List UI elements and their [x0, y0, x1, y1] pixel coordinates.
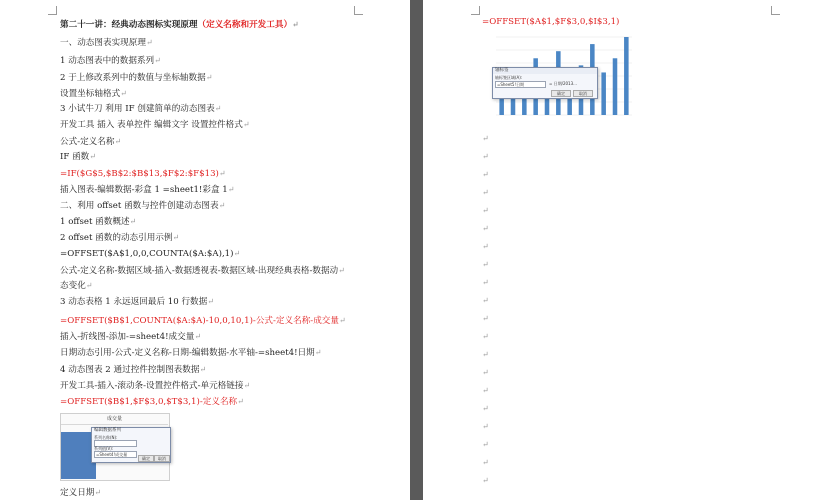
- chart-header: 成交量: [61, 414, 168, 425]
- text-line: [60, 397, 244, 407]
- text-line: [60, 332, 201, 342]
- text-line: [60, 56, 161, 66]
- dialog-title: 编辑数据系列: [94, 428, 121, 433]
- text-line-content: 公式-定义名称: [60, 137, 115, 147]
- text-line-content: 日期动态引用-公式-定义名称-日期-编辑数据-水平轴-=sheet4!日期: [60, 348, 315, 358]
- embedded-chart-screenshot: [482, 31, 638, 125]
- paragraph-mark: ↵: [145, 38, 153, 47]
- text-line-content: 2 于上修改系列中的数值与坐标轴数据: [60, 73, 206, 83]
- embedded-screenshot: [60, 413, 170, 481]
- paragraph-mark: ↵: [482, 260, 489, 269]
- text-line-content: 4 动态图表 2 通过控件控制图表数据: [60, 365, 200, 375]
- text-line-content: 二、利用 offset 函数与控件创建动态图表: [60, 201, 219, 211]
- edit-series-dialog: [91, 427, 171, 463]
- paragraph-mark: ↵: [482, 314, 489, 323]
- page-gap: [410, 0, 423, 500]
- crop-mark: [771, 6, 780, 15]
- text-line: [60, 249, 240, 259]
- text-line: [60, 297, 214, 307]
- text-line-content: IF 函数: [60, 152, 90, 162]
- paragraph-mark: ↵: [242, 120, 250, 129]
- series-values-input[interactable]: =Sheet4!成交量: [94, 451, 137, 458]
- crop-mark: [354, 6, 363, 15]
- bar: [624, 37, 629, 115]
- crop-mark: [471, 6, 480, 15]
- text-line: [60, 217, 136, 227]
- text-line: [60, 152, 96, 162]
- paragraph-mark: ↵: [482, 386, 489, 395]
- dialog-title: 轴标签: [493, 68, 597, 74]
- paragraph-mark: ↵: [482, 476, 489, 485]
- text-line: [60, 89, 127, 99]
- axis-range-hint: = 日期/2013...: [549, 81, 577, 86]
- paragraph-mark: ↵: [482, 368, 489, 377]
- paragraph-mark: ↵: [482, 134, 489, 143]
- paragraph-mark: ↵: [114, 137, 122, 146]
- text-line-content: =OFFSET($B$1,$F$3,0,$T$3,1)-定义名称: [60, 397, 238, 407]
- paragraph-mark: ↵: [482, 242, 489, 251]
- paragraph-mark: ↵: [89, 152, 96, 161]
- ok-button[interactable]: 确定: [551, 90, 571, 97]
- paragraph-mark: ↵: [482, 458, 489, 467]
- text-line-content: 2 offset 函数的动态引用示例: [60, 233, 173, 243]
- text-line: [60, 365, 206, 375]
- cancel-button[interactable]: 取消: [573, 90, 593, 97]
- cancel-button[interactable]: 取消: [154, 455, 170, 462]
- paragraph-mark: ↵: [243, 381, 251, 390]
- series-name-label: 系列名称(N):: [94, 435, 118, 440]
- text-line-content: 1 动态图表中的数据系列: [60, 56, 155, 66]
- paragraph-mark: ↵: [482, 278, 489, 287]
- paragraph-mark: ↵: [482, 350, 489, 359]
- paragraph-mark: ↵: [482, 332, 489, 341]
- paragraph-mark: ↵: [85, 281, 93, 290]
- paragraph-mark: ↵: [237, 397, 244, 406]
- paragraph-mark: ↵: [338, 266, 345, 275]
- paragraph-mark: ↵: [194, 332, 202, 341]
- text-line-content: 态变化: [60, 281, 86, 291]
- text-line: [60, 281, 93, 291]
- text-line-content: 插入图表-编辑数据-彩盒 1 =sheet1!彩盒 1: [60, 185, 228, 195]
- paragraph-mark: ↵: [482, 188, 489, 197]
- text-line-content: 公式-定义名称-数据区域-插入-数据透视表-数据区域-出现经典表格-数据动: [60, 266, 339, 276]
- bar: [601, 72, 606, 115]
- text-line: [60, 104, 221, 114]
- paragraph-mark: ↵: [205, 73, 213, 82]
- paragraph-mark: ↵: [199, 365, 207, 374]
- text-line: [60, 488, 101, 498]
- ok-button[interactable]: 确定: [138, 455, 154, 462]
- text-line-content: 第二十一讲：经典动态图标实现原理: [60, 20, 198, 30]
- paragraph-mark: ↵: [482, 296, 489, 305]
- paragraph-mark: ↵: [207, 297, 214, 306]
- paragraph-mark: ↵: [233, 249, 241, 258]
- paragraph-mark: ↵: [120, 89, 127, 98]
- axis-range-label: 轴标签区域(A):: [495, 75, 523, 80]
- paragraph-mark: ↵: [482, 440, 489, 449]
- paragraph-mark: ↵: [227, 185, 235, 194]
- paragraph-mark: ↵: [482, 152, 489, 161]
- text-line-content: 一、动态图表实现原理: [60, 38, 146, 48]
- right-formula: =OFFSET($A$1,$F$3,0,$I$3,1): [482, 17, 620, 27]
- text-line-content: =IF($G$5,$B$2:$B$13,$F$2:$F$13): [60, 169, 219, 179]
- text-line: [60, 19, 299, 30]
- paragraph-mark: ↵: [292, 19, 299, 29]
- text-line-content: 开发工具-插入-滚动条-设置控件格式-单元格链接: [60, 381, 244, 391]
- text-line: [60, 120, 250, 130]
- axis-range-input[interactable]: =Sheet5!日期: [495, 81, 546, 88]
- text-line: [60, 316, 346, 326]
- axis-label-dialog: [492, 67, 598, 99]
- text-line: [60, 201, 225, 211]
- paragraph-mark: ↵: [154, 56, 161, 65]
- text-line: [60, 169, 226, 179]
- text-line: [60, 381, 250, 391]
- paragraph-mark: ↵: [129, 217, 137, 226]
- series-values-label: 系列值(V):: [94, 446, 114, 451]
- text-line: [60, 233, 179, 243]
- paragraph-mark: ↵: [482, 206, 489, 215]
- text-line-content: 3 小试牛刀 利用 IF 创建简单的动态图表: [60, 104, 215, 114]
- bar: [613, 58, 618, 115]
- paragraph-mark: ↵: [482, 170, 489, 179]
- text-line-content: 插入-折线图-添加-=sheet4!成交量: [60, 332, 195, 342]
- text-line-content: 开发工具 插入 表单控件 编辑文字 设置控件格式: [60, 120, 243, 130]
- text-line-content: 设置坐标轴格式: [60, 89, 121, 99]
- text-line: [60, 266, 345, 276]
- title-emphasis: （定义名称和开发工具）: [197, 20, 293, 30]
- paragraph-mark: ↵: [94, 488, 102, 497]
- paragraph-mark: ↵: [482, 224, 489, 233]
- text-line: [60, 348, 321, 358]
- text-line: [60, 137, 121, 147]
- text-line-content: 1 offset 函数概述: [60, 217, 130, 227]
- text-line: [60, 38, 153, 48]
- text-line-content: =OFFSET($B$1,COUNTA($A:$A)-10,0,10,1)-公式-定义名称-成交量: [60, 316, 339, 326]
- paragraph-mark: ↵: [482, 404, 489, 413]
- paragraph-mark: ↵: [218, 201, 226, 210]
- paragraph-mark: ↵: [172, 233, 180, 242]
- text-line-content: 定义日期: [60, 488, 95, 498]
- text-line-content: =OFFSET($A$1,0,0,COUNTA($A:$A),1): [60, 249, 234, 259]
- text-line: [60, 73, 212, 83]
- text-line: [60, 185, 234, 195]
- paragraph-mark: ↵: [482, 422, 489, 431]
- paragraph-mark: ↵: [218, 169, 226, 178]
- crop-mark: [48, 6, 57, 15]
- text-line-content: 3 动态表格 1 永远返回最后 10 行数据: [60, 297, 208, 307]
- paragraph-mark: ↵: [214, 104, 222, 113]
- paragraph-mark: ↵: [314, 348, 322, 357]
- paragraph-mark: ↵: [338, 316, 346, 325]
